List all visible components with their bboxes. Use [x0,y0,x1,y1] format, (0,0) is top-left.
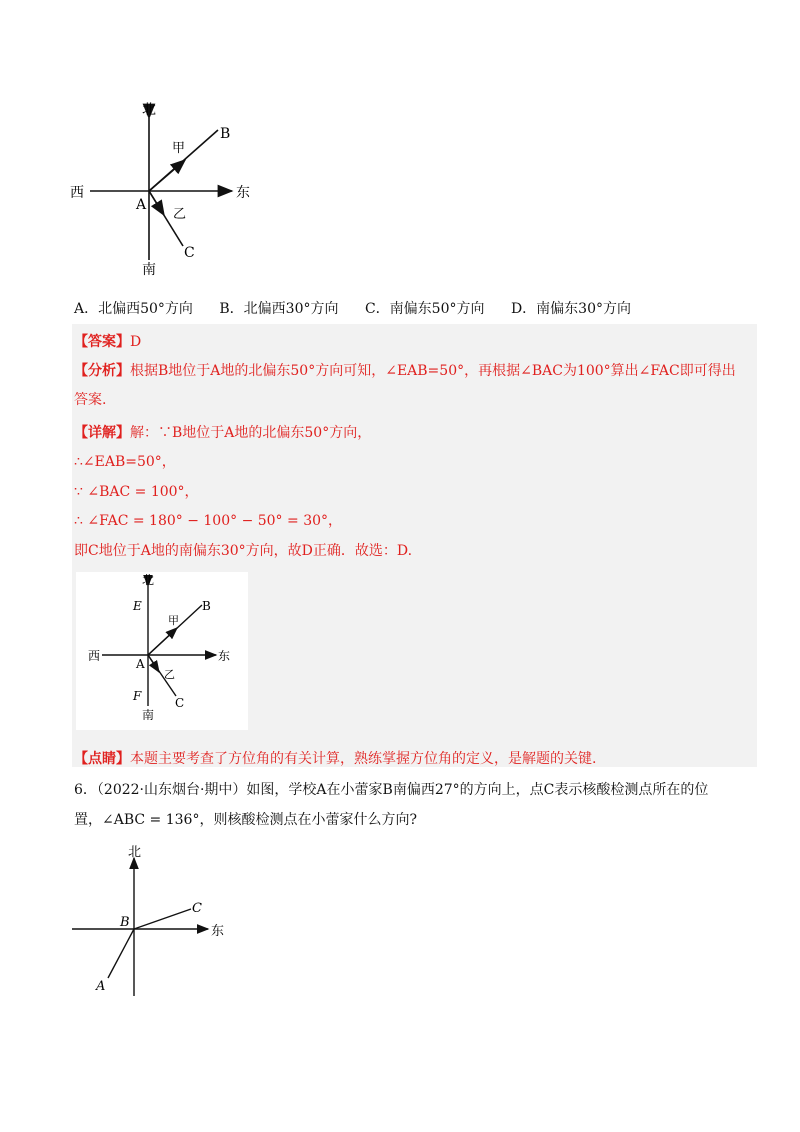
label-south: 南 [142,262,156,278]
label-point-b-2: B [202,599,211,613]
label-jia-2: 甲 [168,614,179,627]
detail-text-1: 解：∵B地位于A地的北偏东50°方向， [130,425,372,441]
label-north-2: 北 [142,573,155,587]
label-north: 北 [142,102,156,118]
answer-value: D [130,334,142,350]
label-east-3: 东 [211,924,225,939]
question-6-line-1: 6．（2022·山东烟台·期中）如图，学校A在小蕾家B南偏西27°的方向上，点C表示核酸检测点所在的位 [74,782,709,798]
label-point-c-3: C [192,901,202,916]
label-point-f: F [133,689,142,703]
label-yi-2: 乙 [164,668,175,681]
direction-figure-2 [76,572,248,730]
question-6-line-2: 置，∠ABC = 136°，则核酸检测点在小蕾家什么方向? [74,812,417,828]
label-point-a: A [136,197,147,213]
answer-options [74,298,653,318]
label-yi: 乙 [173,207,187,222]
label-jia: 甲 [172,141,186,156]
analysis-line-2: 答案. [74,392,107,408]
detail-line-5: 即C地位于A地的南偏东30°方向，故D正确．故选：D. [74,543,413,559]
label-west: 西 [70,185,84,201]
label-point-c: C [184,245,195,261]
label-west-2: 西 [88,649,101,663]
analysis-text-1: 根据B地位于A地的北偏东50°方向可知，∠EAB=50°，再根据∠BAC为100°算出∠FAC即可得出 [130,363,736,379]
label-point-e: E [133,599,142,613]
ray-bc [134,909,191,929]
comment-line [74,748,596,768]
detail-line-3: ∵ ∠BAC = 100°， [74,484,199,500]
label-point-a-3: A [96,979,106,994]
detail-line-4: ∴ ∠FAC = 180° − 100° − 50° = 30°， [74,513,343,529]
answer-label: 【答案】 [74,334,130,350]
analysis-line-1 [74,360,736,380]
direction-figure-3 [66,840,246,1000]
comment-text: 本题主要考查了方位角的有关计算，熟练掌握方位角的定义，是解题的关键. [130,751,597,767]
analysis-label: 【分析】 [74,363,130,379]
detail-line-2: ∴∠EAB=50°， [74,454,176,470]
option-c: C．南偏东50°方向 [364,301,485,317]
ray-ba [108,929,134,978]
direction-figure-1 [60,98,270,283]
label-north-3: 北 [128,845,142,860]
option-d: D．南偏东30°方向 [510,301,631,317]
label-east-2: 东 [218,649,231,663]
answer-line [74,331,141,351]
label-point-b: B [220,126,231,142]
option-a: A．北偏西50°方向 [74,301,193,317]
detail-label: 【详解】 [74,425,130,441]
label-point-a-2: A [136,657,145,671]
solution-figure-panel [76,572,248,730]
arrow-jia [149,160,185,191]
arrow-yi [149,191,164,215]
option-b: B．北偏西30°方向 [219,301,339,317]
label-east: 东 [236,185,250,201]
arrow-jia-2 [148,628,177,655]
label-point-c-2: C [175,696,185,710]
comment-label: 【点睛】 [74,751,130,767]
arrow-yi-2 [148,655,159,672]
label-point-b-3: B [120,915,130,930]
detail-line-1 [74,422,371,442]
label-south-2: 南 [142,708,155,722]
